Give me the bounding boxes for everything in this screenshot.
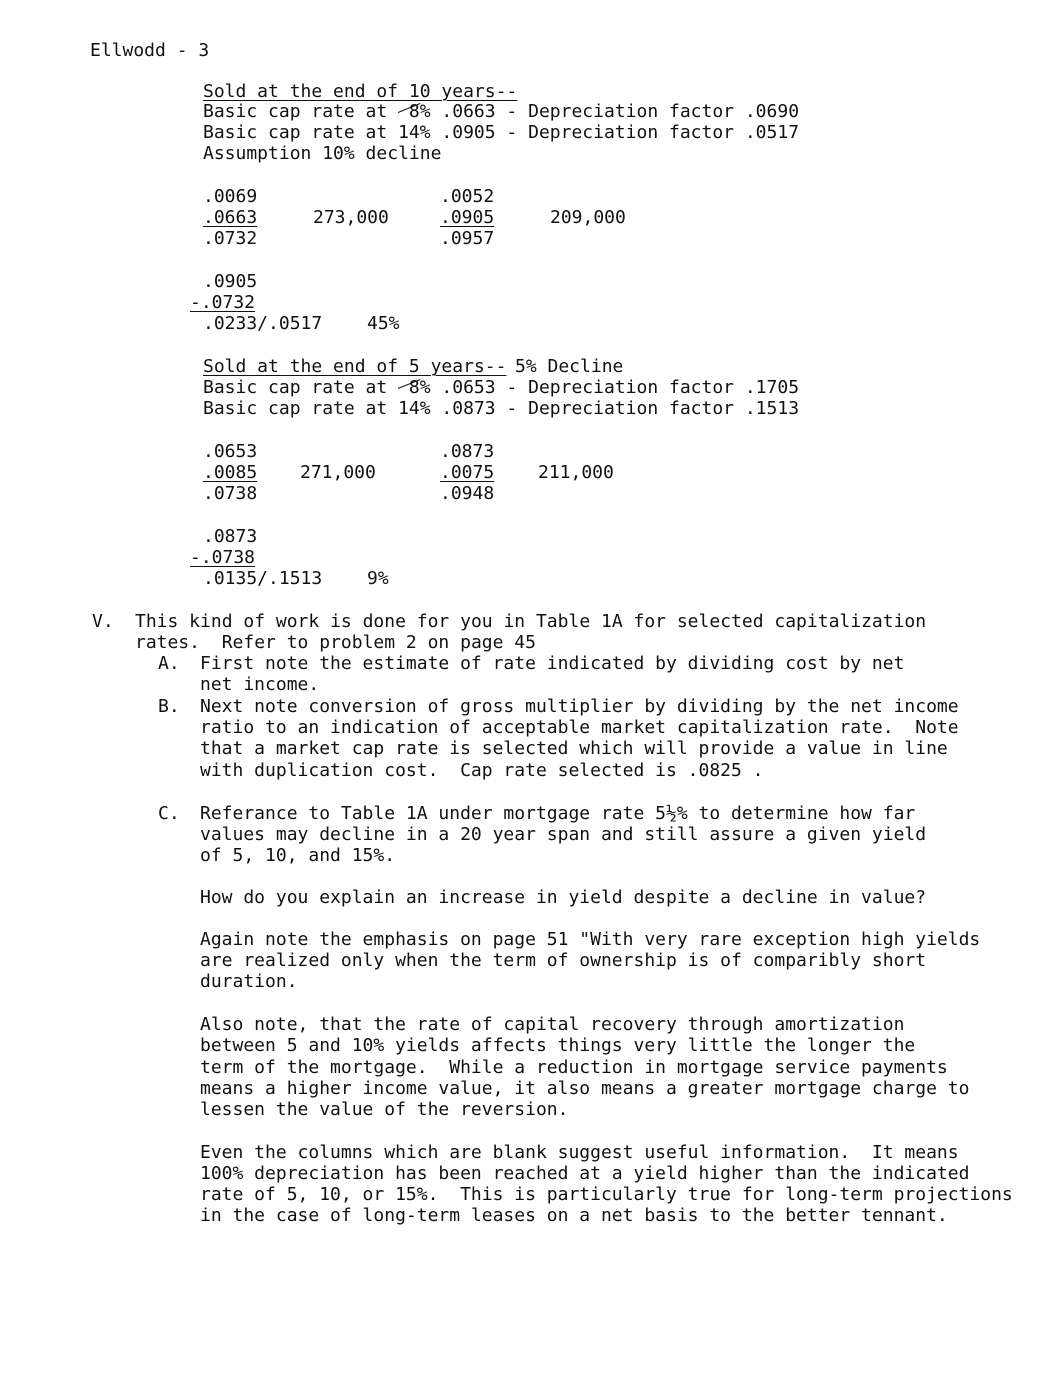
calc-addend: .0873 — [440, 441, 495, 462]
calc-value: 271,000 — [300, 462, 376, 483]
ten-year-heading: Sold at the end of 10 years-- — [203, 81, 518, 102]
calc-addend: .0075 — [440, 462, 495, 483]
item-b-line: that a market cap rate is selected which will provide a value in line — [200, 738, 948, 759]
five-year-heading-tail: 5% Decline — [515, 356, 624, 377]
calc-addend: .0085 — [203, 462, 258, 483]
diff-result: .0233/.0517 — [203, 313, 323, 334]
ten-year-line-2: Basic cap rate at 14% .0905 - Depreciation factor .0517 — [203, 122, 800, 143]
paragraph-line: 100% depreciation has been reached at a yield higher than the indicated — [200, 1163, 970, 1184]
item-a-marker: A. — [158, 653, 180, 674]
diff-percent: 45% — [367, 313, 400, 334]
item-c-marker: C. — [158, 803, 180, 824]
paragraph-line: term of the mortgage. While a reduction in mortgage service payments — [200, 1057, 948, 1078]
calc-value: 273,000 — [313, 207, 389, 228]
paragraph-line: lessen the value of the reversion. — [200, 1099, 569, 1120]
item-b-marker: B. — [158, 696, 180, 717]
calc-sum: .0732 — [203, 228, 258, 249]
paragraph-line: duration. — [200, 971, 298, 992]
item-c-line: values may decline in a 20 year span and still assure a given yield — [200, 824, 927, 845]
paragraph-line: Again note the emphasis on page 51 "With very rare exception high yields — [200, 929, 981, 950]
item-c-line: Referance to Table 1A under mortgage rate 5½% to determine how far — [200, 803, 916, 824]
paragraph-line: Also note, that the rate of capital recovery through amortization — [200, 1014, 905, 1035]
calc-addend: .0069 — [203, 186, 258, 207]
section-v-marker: V. — [92, 611, 114, 632]
calc-addend: .0052 — [440, 186, 495, 207]
diff-minuend: .0873 — [203, 526, 258, 547]
diff-result: .0135/.1513 — [203, 568, 323, 589]
paragraph-line: How do you explain an increase in yield despite a decline in value? — [200, 887, 927, 908]
item-b-line: ratio to an indication of acceptable market capitalization rate. Note — [200, 717, 959, 738]
paragraph-line: are realized only when the term of ownership is of comparibly short — [200, 950, 927, 971]
calc-value: 211,000 — [538, 462, 614, 483]
ten-year-line-1: Basic cap rate at 8% .0663 - Depreciation factor .0690 — [203, 101, 800, 122]
calc-value: 209,000 — [550, 207, 626, 228]
ten-year-line-3: Assumption 10% decline — [203, 143, 442, 164]
calc-sum: .0948 — [440, 483, 495, 504]
calc-addend: .0653 — [203, 441, 258, 462]
item-b-line: Next note conversion of gross multiplier by dividing by the net income — [200, 696, 959, 717]
paragraph-line: between 5 and 10% yields affects things very little the longer the — [200, 1035, 916, 1056]
item-b-line: with duplication cost. Cap rate selected is .0825 . — [200, 760, 764, 781]
item-c-line: of 5, 10, and 15%. — [200, 845, 396, 866]
diff-percent: 9% — [367, 568, 389, 589]
calc-addend: .0905 — [440, 207, 495, 228]
five-year-heading: Sold at the end of 5 years-- — [203, 356, 507, 377]
paragraph-line: rate of 5, 10, or 15%. This is particularly true for long-term projections — [200, 1184, 1013, 1205]
item-a-line: First note the estimate of rate indicated by dividing cost by net — [200, 653, 905, 674]
five-year-line-1: Basic cap rate at 8% .0653 - Depreciation factor .1705 — [203, 377, 800, 398]
paragraph-line: Even the columns which are blank suggest useful information. It means — [200, 1142, 959, 1163]
item-a-line: net income. — [200, 674, 320, 695]
section-v-line: This kind of work is done for you in Table 1A for selected capitalization — [135, 611, 927, 632]
calc-sum: .0738 — [203, 483, 258, 504]
paragraph-line: in the case of long-term leases on a net basis to the better tennant. — [200, 1205, 948, 1226]
five-year-line-2: Basic cap rate at 14% .0873 - Depreciation factor .1513 — [203, 398, 800, 419]
calc-sum: .0957 — [440, 228, 495, 249]
diff-minuend: .0905 — [203, 271, 258, 292]
running-head: Ellwodd - 3 — [90, 40, 210, 61]
diff-subtrahend: -.0738 — [190, 547, 256, 568]
calc-addend: .0663 — [203, 207, 258, 228]
paragraph-line: means a higher income value, it also means a greater mortgage charge to — [200, 1078, 970, 1099]
section-v-line: rates. Refer to problem 2 on page 45 — [135, 632, 536, 653]
diff-subtrahend: -.0732 — [190, 292, 256, 313]
